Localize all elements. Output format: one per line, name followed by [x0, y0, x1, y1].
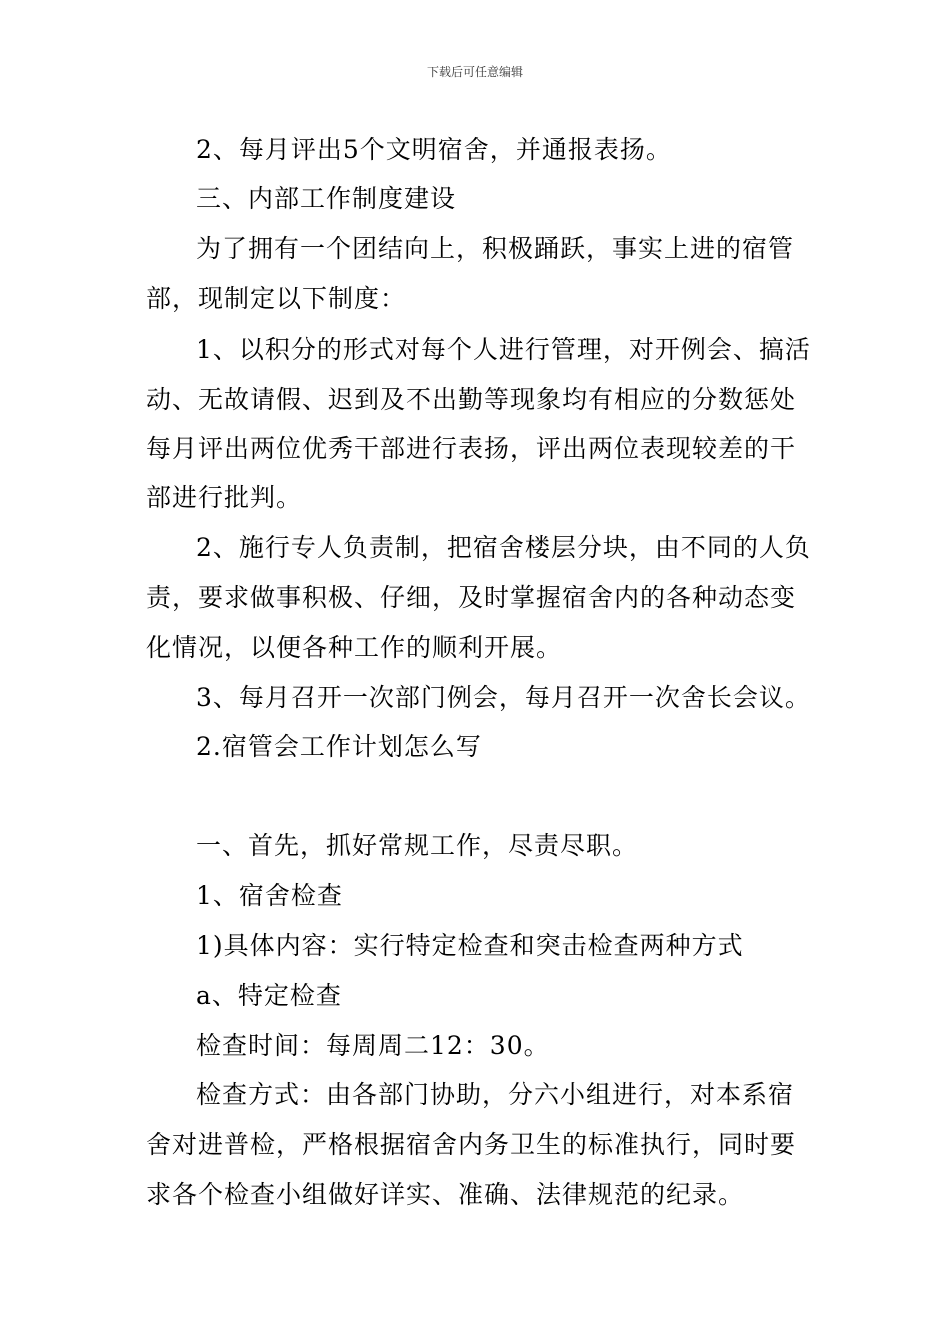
paragraph-line: 部，现制定以下制度：: [146, 284, 407, 313]
paragraph-line: 检查时间：每周周二12：30。: [196, 1031, 550, 1060]
paragraph-line: a、特定检查: [196, 981, 342, 1010]
paragraph-line: 动、无故请假、迟到及不出勤等现象均有相应的分数惩处: [146, 385, 797, 414]
page-header-note: 下载后可任意编辑: [426, 65, 523, 79]
paragraph-line: 化情况，以便各种工作的顺利开展。: [146, 633, 563, 662]
paragraph-line: 每月评出两位优秀干部进行表扬，评出两位表现较差的干: [146, 434, 797, 463]
section-heading: 一、首先，抓好常规工作，尽责尽职。: [196, 831, 639, 860]
paragraph-line: 2、每月评出5个文明宿舍，并通报表扬。: [196, 135, 672, 164]
paragraph-line: 为了拥有一个团结向上，积极踊跃，事实上进的宿管: [196, 234, 795, 263]
paragraph-line: 部进行批判。: [146, 483, 303, 512]
paragraph-line: 3、每月召开一次部门例会，每月召开一次舍长会议。: [196, 683, 811, 712]
paragraph-line: 责，要求做事积极、仔细，及时掌握宿舍内的各种动态变: [146, 583, 797, 612]
section-heading: 2.宿管会工作计划怎么写: [196, 732, 482, 761]
paragraph-line: 检查方式：由各部门协助，分六小组进行，对本系宿: [196, 1080, 795, 1109]
section-heading: 三、内部工作制度建设: [196, 184, 457, 213]
paragraph-line: 1、以积分的形式对每个人进行管理，对开例会、搞活: [196, 335, 811, 364]
paragraph-line: 舍对进普检，严格根据宿舍内务卫生的标准执行，同时要: [146, 1130, 797, 1159]
paragraph-line: 求各个检查小组做好详实、准确、法律规范的纪录。: [146, 1180, 745, 1209]
paragraph-line: 2、施行专人负责制，把宿舍楼层分块，由不同的人负: [196, 533, 811, 562]
paragraph-line: 1)具体内容：实行特定检查和突击检查两种方式: [196, 931, 744, 960]
paragraph-line: 1、宿舍检查: [196, 881, 343, 910]
